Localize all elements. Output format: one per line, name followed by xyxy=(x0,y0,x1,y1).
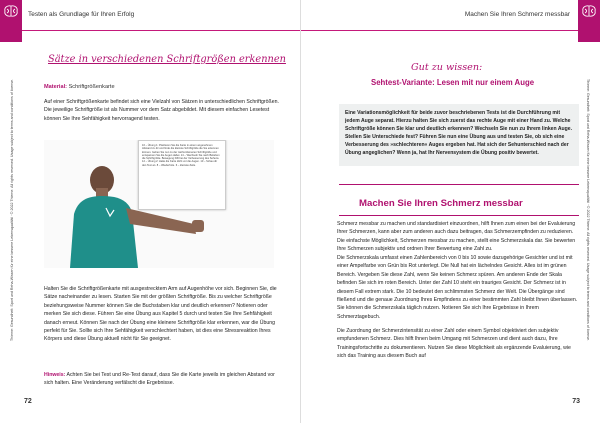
copyright-sidenote: Thieme: Gesundheit: Sport und Reha-Wissen für eine bessere Lebensqualität · © 2022 Thieme. All rights reserved. Usage subject to terms and conditions of license. xyxy=(10,78,14,342)
material-label: Material: xyxy=(44,84,68,90)
section-title: Machen Sie Ihren Schmerz messbar xyxy=(359,198,523,209)
reading-test-illustration xyxy=(44,140,274,268)
instruction-paragraph: Halten Sie die Schriftgrößenkarte mit ausgestrecktem Arm auf Augenhöhe vor sich. Beginnen Sie, die Sätze nacheinander zu lesen. Starten Sie mit der größten Schriftgröße. Bis zu welcher Schriftgröße beziehungsweise Nummer können Sie die Buchstaben klar und deutlich erkennen? Notieren oder merken Sie sich diese. Führen Sie eine Übung aus Kapitel 5 durch und testen Sie Ihre Sehfähigkeit danach erneut. Können Sie nach der Übung eine kleinere Schriftgröße klar erkennen, war die Übung perfekt für Sie. Sollte sich Ihre Sehfähigkeit verschlechtert haben, ist dies eine Stressreaktion Ihres Körpers und diese Übung aktuell nicht für Sie geeignet. xyxy=(44,286,277,343)
body-paragraph: Schmerz messbar zu machen und standardisiert einzuordnen, hilft Ihnen zum einen bei der Evaluierung Ihrer Schmerzen, kann aber zum anderen auch dazu beitragen, das Schmerzempfinden zu reduzieren. Die einfachste Möglichkeit, Schmerzen messbar zu machen, stellt eine Schmerzskala dar. Sie bewerten Ihre Schmerzen subjektiv und ordnen Ihrer Bewertung eine Zahl zu. xyxy=(337,221,576,253)
intro-paragraph: Auf einer Schriftgrößenkarte befindet sich eine Vielzahl von Sätzen in unterschiedlichen Schriftgrößen. Die jeweilige Schriftgröße ist als Nummer vor dem Satz abgebildet. Mit diesem einfachen Lesetest können Sie Ihre Sehfähigkeit hervorragend testen. xyxy=(44,99,279,122)
copyright-sidenote: Thieme: Gesundheit: Sport und Reha-Wissen für eine bessere Lebensqualität · © 2022 Thieme. All rights reserved. Usage subject to terms and conditions of license. xyxy=(586,78,590,342)
hint-paragraph xyxy=(44,371,284,388)
running-header: Machen Sie Ihren Schmerz messbar xyxy=(464,11,570,18)
running-header: Testen als Grundlage für Ihren Erfolg xyxy=(28,11,135,18)
chapter-tab xyxy=(0,0,22,42)
good-to-know-label: Gut zu wissen: xyxy=(411,62,483,73)
right-page xyxy=(300,0,600,423)
section-divider xyxy=(339,215,579,216)
chapter-tab xyxy=(578,0,600,42)
info-box: Eine Variationsmöglichkeit für beide zuvor beschriebenen Tests ist die Durchführung mit jedem Auge separat. Hierzu halten Sie sich zuerst das rechte Auge mit einer Hand zu. Welche Schriftgröße können Sie klar und deutlich erkennen? Wechseln Sie nun zu Ihrem linken Auge. Stellen Sie Unterschiede fest? Führen Sie nun eine Übung aus und testen Sie, ob sich eine Verbesserung des »schlechteren« Auges ergeben hat. Hat sich der Sehunterschied nach der Übung angeglichen? Wenn ja, hat Ihr Nervensystem die Übung positiv bewertet. xyxy=(339,104,579,166)
section-title: Sätze in verschiedenen Schriftgrößen erkennen xyxy=(48,54,286,65)
body-paragraph: Die Schmerzskala umfasst einen Zahlenbereich von 0 bis 10 sowie dazugehörige Gesichter und ist mit einer Ampelfarbe von Grün bis Rot unterlegt. Die Null hat ein lächelndes Gesicht. Alles ist im grünen Bereich. Vergeben Sie diese Zahl, wenn Sie keinen Schmerz spüren. Am anderen Ende der Skala befinden Sie sich im roten Bereich. Unter der Zahl 10 steht ein trauriges Gesicht. Der Schmerz ist in diesem Fall extrem stark. Die 10 bedeutet den schlimmsten Schmerz der Welt. Die Übergänge sind fließend und die genaue Zuordnung Ihres Empfindens zu einer bestimmten Zahl bleibt Ihnen überlassen. Sie können die Schmerzskala täglich nutzen. Notieren Sie sich Ihre Ergebnisse in Ihrem Schmerztagebuch. xyxy=(337,255,578,320)
material-value: Schriftgrößenkarte xyxy=(68,84,115,90)
page-number: 73 xyxy=(572,398,580,405)
material-line xyxy=(44,84,115,90)
info-subheading: Sehtest-Variante: Lesen mit nur einem Auge xyxy=(371,78,535,87)
brain-icon xyxy=(3,4,19,18)
hint-label: Hinweis: xyxy=(44,372,66,378)
section-divider xyxy=(339,184,579,185)
font-size-card: 16 – Übung 1: Platzieren Sie die Karte in einem angenehmen Abstand zu dir und finde die kleinste Schriftgröße die Sie erkennen können. Gehen Sie nun zu der nächst kleineren Schriftgröße und entspannen Sie die Augen dabei. 14 – Wechseln Sie nach Belieben die Schriftgröße. Bewegung hilft bei der Verbesserung des Sehens. 12 – Übung 2: Halte die Karte dicht vor die Augen. 10 – Schau dir den Text an. 8 – Wiederhole. 6 – kleinste Zeile. xyxy=(138,140,226,210)
brain-icon xyxy=(581,4,597,18)
hint-text: Achten Sie bei Test und Re-Test darauf, dass Sie die Karte jeweils im gleichen Abstand vor sich halten. Eine Veränderung verfälscht die Ergebnisse. xyxy=(44,372,275,387)
page-number: 72 xyxy=(24,398,32,405)
body-paragraph: Die Zuordnung der Schmerzintensität zu einer Zahl oder einem Symbol objektiviert den subjektiv empfundenen Schmerz. Dies hilft Ihnen beim Umgang mit Schmerzen und dient auch dazu, Ihre Trainingsfortschritte zu dokumentieren. Nutzen Sie diese Möglichkeit als ergänzende Evaluierung, wie sich das Training aus diesem Buch auf xyxy=(337,328,571,360)
